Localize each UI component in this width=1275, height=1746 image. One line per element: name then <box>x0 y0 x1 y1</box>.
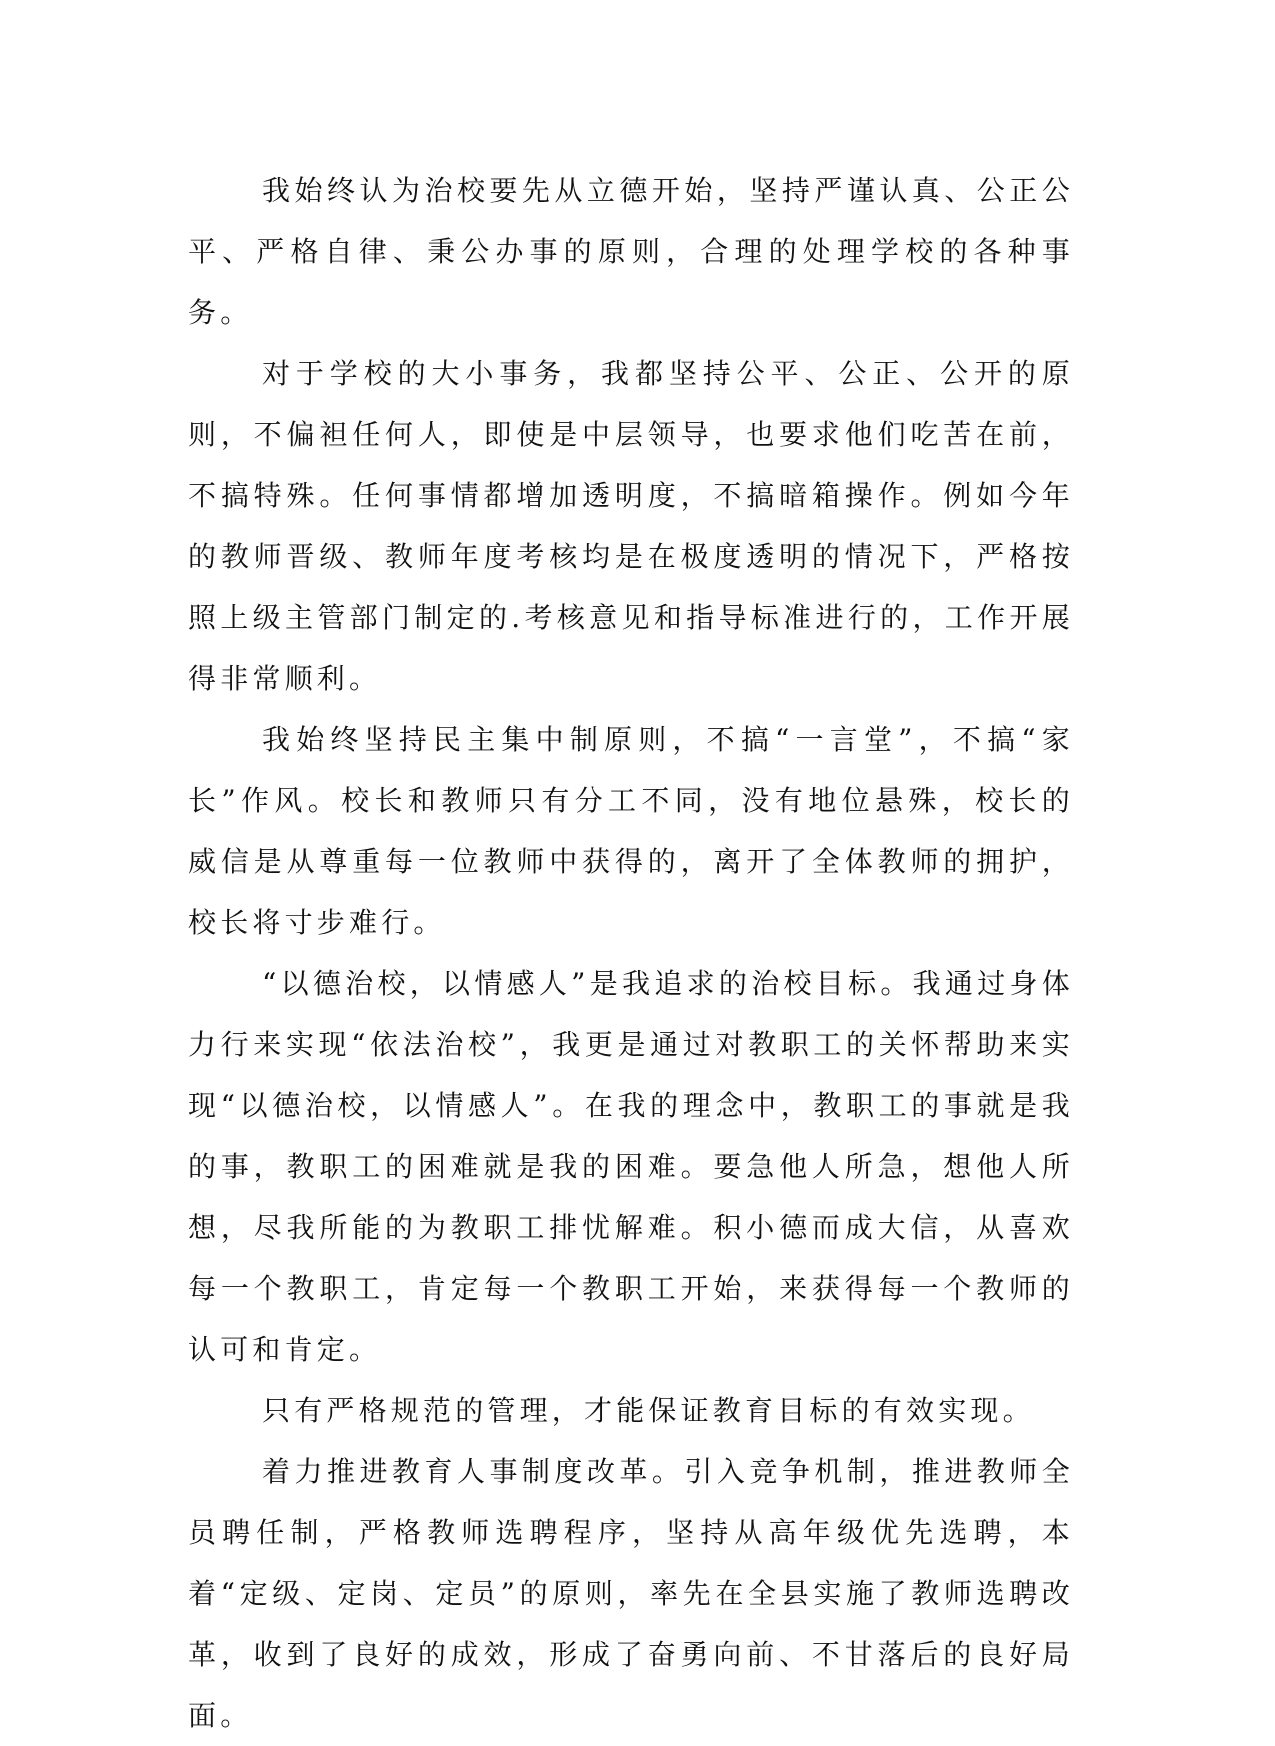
paragraph-4: “以德治校，以情感人”是我追求的治校目标。我通过身体力行来实现“依法治校”，我更是通过对教职工的关怀帮助来实现“以德治校，以情感人”。在我的理念中，教职工的事就是我的事，教职工的困难就是我的困难。要急他人所急，想他人所想，尽我所能的为教职工排忧解难。积小德而成大信，从喜欢每一个教职工，肯定每一个教职工开始，来获得每一个教师的认可和肯定。 <box>188 967 1074 1366</box>
paragraph-6: 着力推进教育人事制度改革。引入竞争机制，推进教师全员聘任制，严格教师选聘程序，坚持从高年级优先选聘，本着“定级、定岗、定员”的原则，率先在全县实施了教师选聘改革，收到了良好的成效，形成了奋勇向前、不甘落后的良好局面。 <box>188 1455 1074 1732</box>
document-body <box>188 160 1074 1746</box>
paragraph-5: 只有严格规范的管理，才能保证教育目标的有效实现。 <box>262 1394 1035 1427</box>
paragraph-1: 我始终认为治校要先从立德开始，坚持严谨认真、公正公平、严格自律、秉公办事的原则，合理的处理学校的各种事务。 <box>188 174 1074 329</box>
paragraph-3: 我始终坚持民主集中制原则，不搞“一言堂”，不搞“家长”作风。校长和教师只有分工不同，没有地位悬殊，校长的威信是从尊重每一位教师中获得的，离开了全体教师的拥护，校长将寸步难行。 <box>188 723 1074 939</box>
paragraph-2: 对于学校的大小事务，我都坚持公平、公正、公开的原则，不偏袒任何人，即使是中层领导，也要求他们吃苦在前，不搞特殊。任何事情都增加透明度，不搞暗箱操作。例如今年的教师晋级、教师年度考核均是在极度透明的情况下，严格按照上级主管部门制定的.考核意见和指导标准进行的，工作开展得非常顺利。 <box>188 357 1074 695</box>
